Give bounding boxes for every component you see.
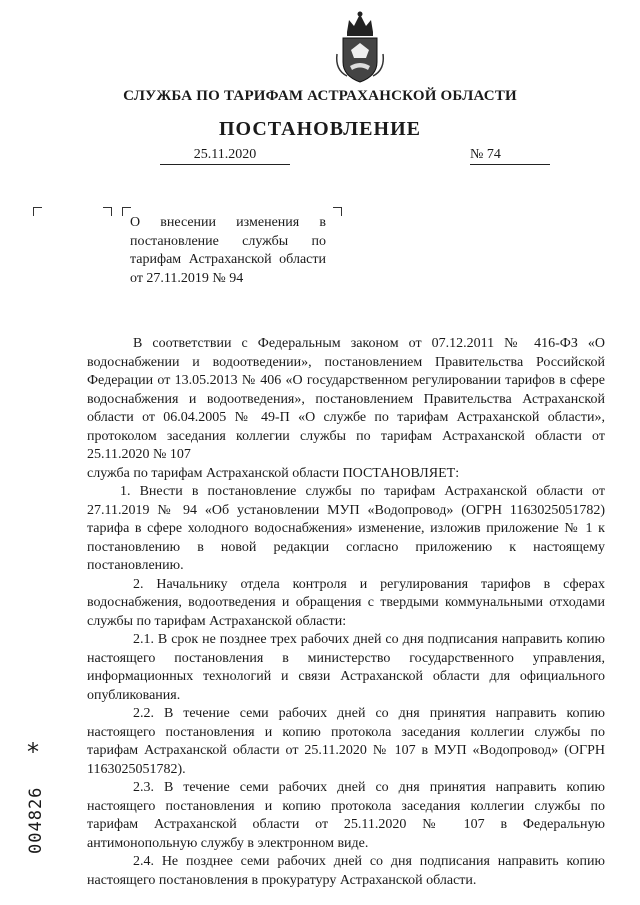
document-body	[87, 335, 605, 890]
clause-2-1: 2.1. В срок не позднее трех рабочих дней со дня подписания направить копию настоящего постановления в министерство государственного управления, информационных технологий и связи Астраханской области для официального опубликования.	[87, 632, 605, 703]
asterisk-mark: *	[27, 738, 39, 766]
astrakhan-coat-of-arms-icon	[333, 10, 387, 84]
corner-mark	[103, 207, 112, 216]
clause-2-2: 2.2. В течение семи рабочих дней со дня принятия направить копию настоящего постановления и копию протокола заседания коллегии службы по тарифам Астраханской области от 25.11.2020 № 107 в МУП «Водопровод» (ОГРН 1163025051782).	[87, 706, 605, 777]
preamble-paragraph: В соответствии с Федеральным законом от 07.12.2011 № 416-ФЗ «О водоснабжении и водоотведении», постановлением Правительства Российской Федерации от 13.05.2013 № 406 «О государственном регулировании тарифов в сфере водоснабжения и водоотведения», постановлением Правительства Астраханской области от 06.04.2005 № 49-П «О службе по тарифам Астраханской области», протоколом заседания коллегии службы по тарифам Астраханской области от 25.11.2020 № 107	[87, 336, 605, 462]
document-number: № 74	[470, 147, 550, 165]
document-date: 25.11.2020	[160, 147, 290, 165]
clause-2: 2. Начальнику отдела контроля и регулирования тарифов в сферах водоснабжения, водоотведения и обращения с твердыми коммунальными отходами службы по тарифам Астраханской области:	[87, 576, 605, 629]
serial-number: 004826	[26, 786, 46, 854]
clause-1: 1. Внести в постановление службы по тарифам Астраханской области от 27.11.2019 № 94 «Об установлении МУП «Водопровод» (ОГРН 1163025051782) тарифа в сфере холодного водоснабжения» изменение, изложив приложение № 1 к постановлению в новой редакции согласно приложению к настоящему постановлению.	[87, 484, 605, 573]
agency-name: СЛУЖБА ПО ТАРИФАМ АСТРАХАНСКОЙ ОБЛАСТИ	[123, 88, 517, 104]
corner-mark	[33, 207, 42, 216]
clause-2-4: 2.4. Не позднее семи рабочих дней со дня подписания направить копию настоящего постановления в прокуратуру Астраханской области.	[87, 854, 605, 888]
document-subject: О внесении изменения в постановление службы по тарифам Астраханской области от 27.11.2019 № 94	[130, 215, 326, 286]
document-type: ПОСТАНОВЛЕНИЕ	[219, 118, 421, 140]
clause-2-3: 2.3. В течение семи рабочих дней со дня принятия направить копию настоящего постановления и копию протокола заседания коллегии службы по тарифам Астраханской области от 25.11.2020 № 107 в Федеральную антимонопольную службу в электронном виде.	[87, 780, 605, 851]
resolves-line: служба по тарифам Астраханской области ПОСТАНОВЛЯЕТ:	[87, 465, 460, 481]
side-serial-stamp	[26, 738, 46, 862]
corner-mark	[333, 207, 342, 216]
